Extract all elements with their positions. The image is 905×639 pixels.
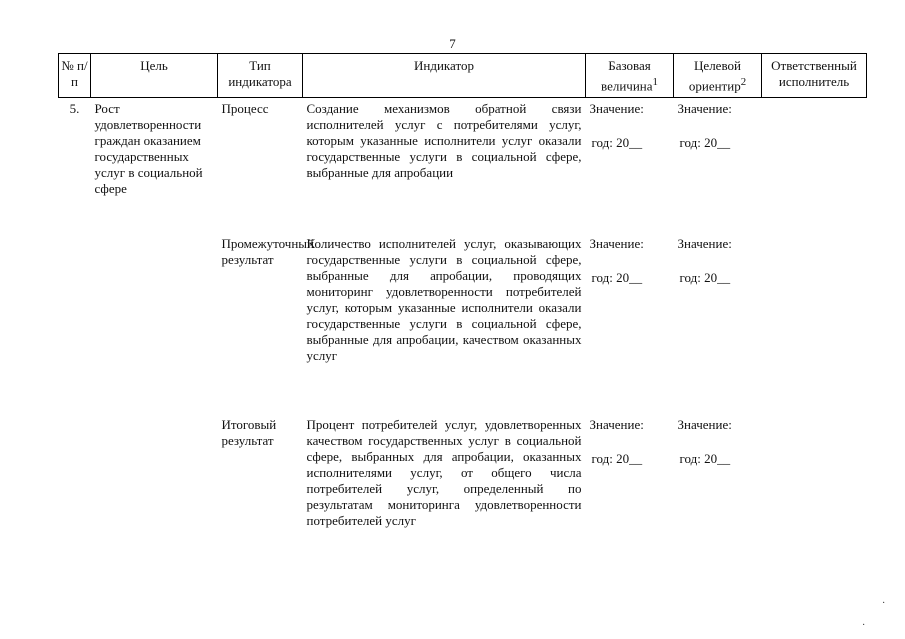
indicator-text: Количество исполнителей услуг, оказывающих государственные услуги в социальной сфере, выбранные для апробации, проводящих мониторинг удовлетворенности потребителей услуг, которым указанные исполнители оказали государственные услуги в социальной сфере, выбранные для апробации, качеством оказанных услуг — [306, 236, 582, 364]
base-value-year: год: 20__ — [591, 451, 643, 467]
header-target-footnote: 2 — [740, 76, 747, 88]
indicator-table — [58, 53, 867, 567]
goal-number-empty — [59, 414, 91, 567]
target-value-cell — [674, 233, 762, 414]
goal-text-empty — [91, 414, 218, 567]
indicator-type: Процесс — [221, 101, 269, 117]
header-base-label: Базовая величина — [601, 58, 653, 94]
table-row — [59, 98, 867, 234]
indicator-type: Итоговый результат — [221, 417, 277, 449]
responsible-cell — [762, 414, 867, 567]
header-target-label: Целевой ориентир — [688, 58, 741, 94]
target-value-label: Значение: — [677, 101, 732, 117]
header-num: № п/п — [59, 54, 91, 98]
base-value-label: Значение: — [589, 236, 644, 252]
table-row — [59, 233, 867, 414]
header-base-footnote: 1 — [652, 76, 658, 88]
target-value-label: Значение: — [677, 236, 732, 252]
header-base — [586, 54, 674, 98]
target-value-cell — [674, 98, 762, 234]
target-value-year: год: 20__ — [679, 270, 731, 286]
goal-number: 5. — [69, 101, 80, 117]
header-goal: Цель — [91, 54, 218, 98]
base-value-year: год: 20__ — [591, 135, 643, 151]
indicator-text: Процент потребителей услуг, удовлетворенных качеством государственных услуг в социальной сфере, выбранных для апробации, оказанных исполнителями услуг, от общего числа потребителей услуг, определенный по результатам мониторинга удовлетворенности потребителей услуг — [306, 417, 582, 529]
scan-speck: · — [862, 620, 866, 631]
responsible-cell — [762, 98, 867, 234]
header-type: Тип индикатора — [218, 54, 303, 98]
table-row — [59, 414, 867, 567]
responsible-cell — [762, 233, 867, 414]
header-indicator: Индикатор — [303, 54, 586, 98]
target-value-year: год: 20__ — [679, 135, 731, 151]
base-value-cell — [586, 414, 674, 567]
indicator-text: Создание механизмов обратной связи исполнителей услуг с потребителями услуг, которым указанные исполнители услуг оказали государственные услуги в социальной сфере, выбранные для апробации — [306, 101, 582, 181]
goal-number-empty — [59, 233, 91, 414]
target-value-cell — [674, 414, 762, 567]
target-value-label: Значение: — [677, 417, 732, 433]
header-responsible: Ответственный исполнитель — [762, 54, 867, 98]
indicator-type: Промежуточный результат — [221, 236, 314, 268]
header-target — [674, 54, 762, 98]
table-header-row — [59, 54, 867, 98]
base-value-label: Значение: — [589, 417, 644, 433]
target-value-year: год: 20__ — [679, 451, 731, 467]
base-value-label: Значение: — [589, 101, 644, 117]
base-value-cell — [586, 98, 674, 234]
page-number: 7 — [449, 36, 456, 51]
scan-speck: · — [882, 598, 886, 609]
goal-text: Рост удовлетворенности граждан оказанием государственных услуг в социальной сфере — [94, 101, 203, 197]
base-value-year: год: 20__ — [591, 270, 643, 286]
goal-text-empty — [91, 233, 218, 414]
base-value-cell — [586, 233, 674, 414]
